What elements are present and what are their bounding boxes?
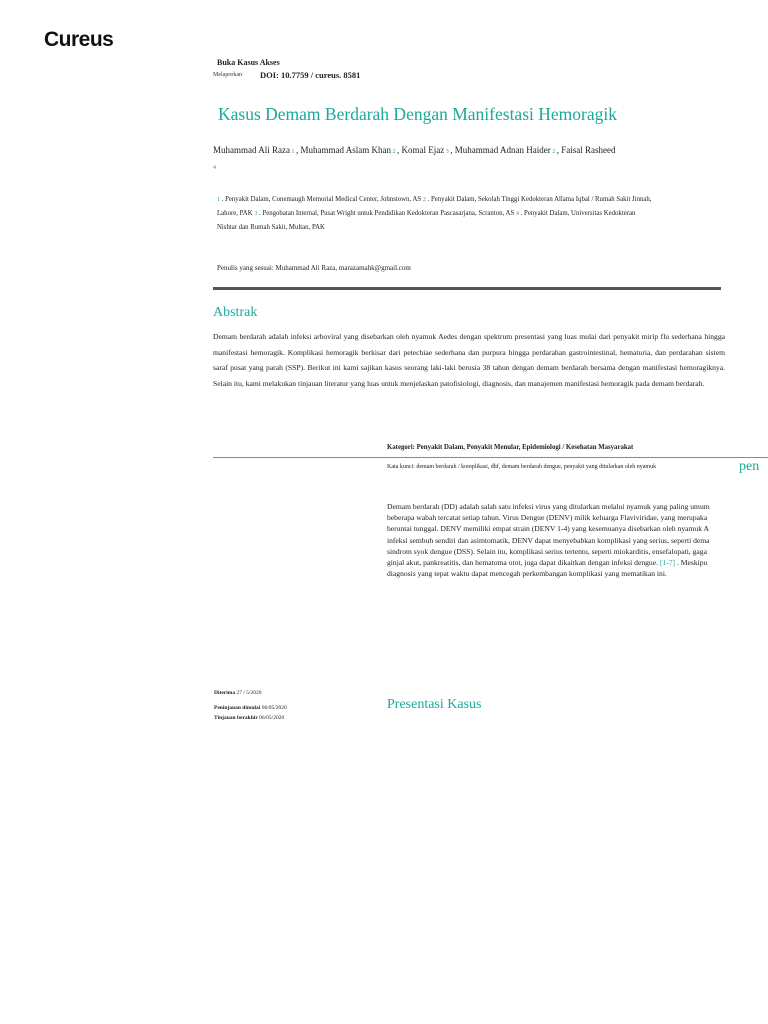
affil-num: 1 [217,197,220,203]
author-sup: 3 [445,149,449,155]
author[interactable]: Komal Ejaz [401,145,445,155]
abstract-text: Demam berdarah adalah infeksi arboviral yang disebarkan oleh nyamuk Aedes dengan spektrum presentasi yang luas mulai dari penyakit mirip flu sederhana hingga manifestasi hemoragik. Komplikasi hemoragik berkisar dari petechiae sederhana dan purpura hingga perdarahan gastrointestinal, hematuria, dan perdarahan sistem saraf pusat yang parah (SSP). Berikut ini kami sajikan kasus seorang laki-laki berusia 38 tahun dengan demam berdarah bersama dengan manifestasi hemoragiknya. Selain itu, kami melakukan tinjauan literatur yang luas untuk menjelaskan patofisiologi, diagnosis, dan manajemen manifestasi hemoragik pada demam berdarah. [213,332,725,388]
cureus-logo[interactable]: Cureus [44,28,114,51]
review-start-label: Peninjauan dimulai [214,705,261,711]
affil-num: 3 [254,211,258,217]
case-type: Buka Kasus Akses [217,58,280,67]
author-sep: , [556,145,562,155]
author-sup: 4 [213,165,216,171]
article-dates [214,688,287,723]
divider [213,287,721,290]
affiliation: Penyakit Dalam, Conemaugh Memorial Medical Center, Johnstown, AS [225,196,422,203]
author[interactable]: Muhammad Aslam Khan [300,145,391,155]
author[interactable]: Faisal Rasheed [561,145,616,155]
case-presentation-heading: Presentasi Kasus [387,697,482,712]
affiliation: Pengobatan Internal, Pusat Wright untuk Pendidikan Kedokteran Pascasarjana, Scranton, AS [262,210,515,217]
introduction-text [387,501,768,579]
author-sup: 2 [552,149,556,155]
review-end-label: Tinjauan berakhir [214,715,258,721]
divider [213,457,768,458]
intro-line: sindrom syok dengue (DSS). Selain itu, komplikasi serius tertentu, seperti miokarditis, ensefalopati, gaga [387,546,707,556]
keywords: Kata kunci: demam berdarah / komplikasi, dhf, demam berdarah dengue, penyakit yang ditularkan oleh nyamuk [387,464,657,470]
review-start-date: 06/05/2020 [261,705,287,711]
author[interactable]: Muhammad Ali Raza [213,145,290,155]
author-sep: , [396,145,402,155]
affil-num: 2 [422,197,426,203]
intro-line: diagnosis yang tepat waktu dapat mencegah perkembangan komplikasi yang mematikan ini. [387,569,667,579]
author[interactable]: Muhammad Adnan Haider [454,145,551,155]
affiliation: Penyakit Dalam, Universitas Kedokteran Nishtar dan Rumah Sakit, Multan, PAK [217,210,636,231]
citation-link[interactable]: [1-7] [659,558,676,568]
reported-label: Melaporkan [213,72,242,78]
intro-line: ginjal akut, pankreatitis, dan hematoma otot, juga dapat dikaitkan dengan infeksi dengue. [1-7] . Meskipu [387,558,708,568]
doi[interactable]: DOI: 10.7759 / cureus. 8581 [260,70,361,80]
categories: Kategori: Penyakit Dalam, Penyakit Menular, Epidemiologi / Kesehatan Masyarakat [387,444,634,451]
affil-num: 4 [515,211,519,217]
author-sup: 1 [291,149,295,155]
intro-line: Demam berdarah (DD) adalah salah satu infeksi virus yang ditularkan melalui nyamuk yang paling umum [387,502,710,511]
received-label: Diterima [214,690,236,696]
author-sep: , [295,145,301,155]
abstract-heading: Abstrak [213,305,258,320]
author-sup: 2 [392,149,396,155]
intro-line: beberapa wabah tercatat setiap tahun. Virus Dengue (DENV) milik keluarga Flaviviridae, yang merupaka [387,513,708,523]
review-end-date: 06/05/2020 [259,715,285,721]
article-title: Kasus Demam Berdarah Dengan Manifestasi Hemoragik [218,104,617,124]
author-list [213,143,633,175]
corresponding-author: Penulis yang sesuai: Muhammad Ali Raza, marazamahk@gmail.com [217,264,411,272]
intro-line: infeksi sembuh sendiri dan asimtomatik, DENV dapat menyebabkan komplikasi yang serius, seperti dema [387,535,710,545]
affiliations: 1 . Penyakit Dalam, Conemaugh Memorial Medical Center, Johnstown, AS 2 . Penyakit Dalam, Sekolah Tinggi Kedokteran Allama Iqbal / Rumah Sakit Jinnah, Lahore, PAK 3 . Pengobatan Internal, Pusat Wright untuk Pendidikan Kedokteran Pascasarjana, Scranton, AS 4 . Penyakit Dalam, Universitas Kedokteran Nishtar dan Rumah Sakit, Multan, PAK [217,196,652,231]
received-date: 27 / 5/2020 [236,690,262,696]
introduction-heading: pen [739,459,760,474]
affiliation: Penyakit Dalam, Sekolah Tinggi Kedokteran Allama Iqbal / Rumah Sakit Jinnah, Lahore, PAK [217,196,652,217]
intro-line: beruntai tunggal. DENV memiliki empat strain (DENV 1-4) yang kesemuanya disebarkan oleh nyamuk A [387,524,709,534]
author-sep: , [450,145,455,155]
